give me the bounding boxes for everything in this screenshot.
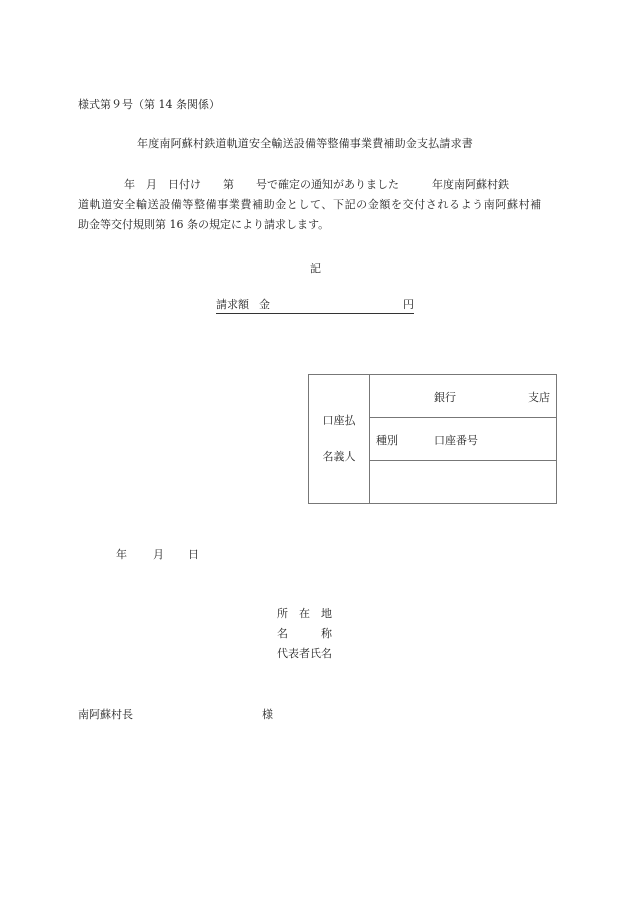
document-title: 年度南阿蘇村鉄道軌道安全輸送設備等整備事業費補助金支払請求書 [137,137,473,150]
date-line [116,548,199,562]
claim-amount-label: 請求額 [216,298,249,311]
account-label-line-2: 名義人 [322,450,356,463]
account-type-number-cell[interactable] [370,418,557,461]
form-number: 様式第９号（第 14 条関係） [78,98,220,111]
paragraph-line-3: 助金等交付規則第 16 条の規定により請求します。 [78,218,330,231]
claim-amount-line [216,298,414,314]
applicant-name-label: 名 称 [277,627,332,640]
branch-label: 支店 [528,391,550,404]
account-label-line-1: 口座払 [322,414,356,427]
bank-label: 銀行 [434,391,456,404]
kin-label: 金 [259,298,270,311]
addressee-title: 南阿蘇村長 [78,708,133,721]
ki-heading: 記 [310,262,321,275]
bank-branch-cell[interactable] [370,375,557,418]
account-table [308,374,557,504]
date-year: 年 [116,548,127,561]
date-day: 日 [188,548,199,561]
applicant-address-label: 所 在 地 [277,607,332,620]
account-holder-name-cell[interactable] [370,461,557,504]
date-month: 月 [153,548,164,561]
paragraph-line-1: 年 月 日付け 第 号で確定の通知がありました 年度南阿蘇村鉄 [124,178,509,191]
addressee-honorific: 様 [262,708,273,721]
yen-label: 円 [403,298,414,311]
representative-name-label: 代表者氏名 [277,647,332,660]
account-type-label: 種別 [376,434,398,447]
paragraph-line-2: 道軌道安全輸送設備等整備事業費補助金として、下記の金額を交付されるよう南阿蘇村補 [78,198,542,211]
account-number-label: 口座番号 [434,434,478,447]
account-holder-label-cell [309,375,370,504]
